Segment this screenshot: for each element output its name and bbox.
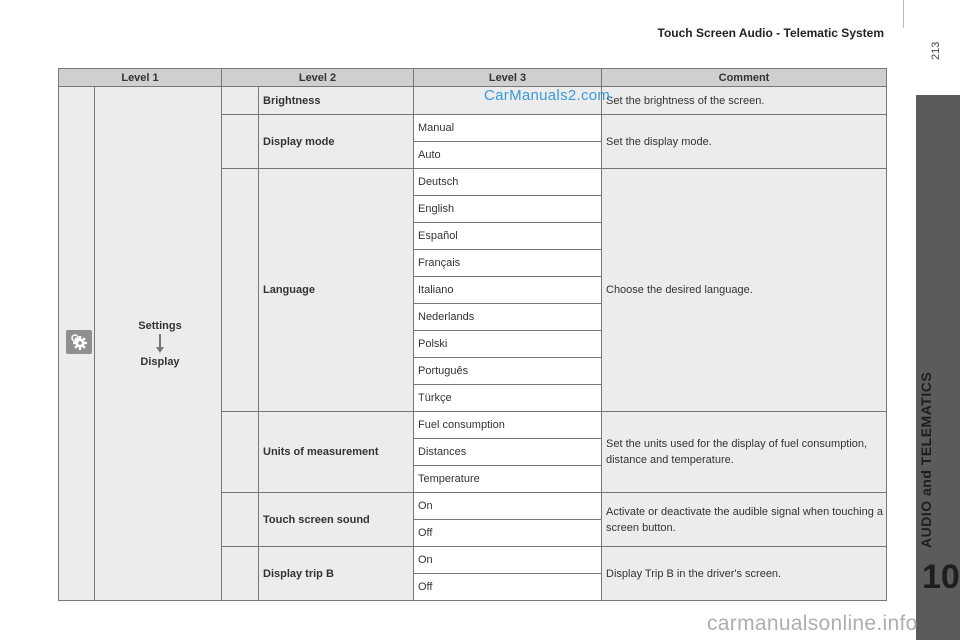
header-level3: Level 3	[414, 69, 602, 87]
row-display-mode: Display mode	[259, 115, 414, 169]
option-english: English	[414, 196, 602, 223]
watermark-bottom: carmanualsonline.info	[707, 612, 918, 635]
option-distances: Distances	[414, 439, 602, 466]
chapter-label: AUDIO and TELEMATICS	[918, 371, 934, 548]
option-sound-on: On	[414, 493, 602, 520]
option-deutsch: Deutsch	[414, 169, 602, 196]
option-portugues: Português	[414, 358, 602, 385]
level2-cell	[95, 87, 222, 601]
option-trip-on: On	[414, 547, 602, 574]
settings-table	[58, 68, 887, 601]
watermark-top: CarManuals2.com	[484, 87, 611, 104]
comment-units: Set the units used for the display of fuel consumption, distance and temperature.	[602, 412, 887, 493]
level2-settings-label: Settings	[138, 319, 182, 332]
header-level2: Level 2	[222, 69, 414, 87]
level1-cell	[59, 87, 95, 601]
comment-display-mode: Set the display mode.	[602, 115, 887, 169]
settings-gear-icon	[66, 330, 92, 354]
option-temperature: Temperature	[414, 466, 602, 493]
option-nederlands: Nederlands	[414, 304, 602, 331]
row-touch-screen-sound: Touch screen sound	[259, 493, 414, 547]
option-sound-off: Off	[414, 520, 602, 547]
comment-trip-b: Display Trip B in the driver's screen.	[602, 547, 887, 601]
page-header-title: Touch Screen Audio - Telematic System	[657, 26, 884, 40]
row-units-of-measurement: Units of measurement	[259, 412, 414, 493]
comment-language: Choose the desired language.	[602, 169, 887, 412]
option-manual: Manual	[414, 115, 602, 142]
header-level1: Level 1	[59, 69, 222, 87]
option-francais: Français	[414, 250, 602, 277]
row-brightness: Brightness	[259, 87, 414, 115]
option-fuel-consumption: Fuel consumption	[414, 412, 602, 439]
option-italiano: Italiano	[414, 277, 602, 304]
row-language: Language	[259, 169, 414, 412]
option-espanol: Español	[414, 223, 602, 250]
header-divider	[903, 0, 904, 28]
page-number: 213	[930, 41, 942, 60]
comment-touch-sound: Activate or deactivate the audible signal when touching a screen button.	[602, 493, 887, 547]
header-comment: Comment	[602, 69, 887, 87]
option-trip-off: Off	[414, 574, 602, 601]
option-turkce: Türkçe	[414, 385, 602, 412]
level2-display-label: Display	[140, 355, 180, 368]
arrow-down-icon	[156, 334, 164, 354]
row-display-trip-b: Display trip B	[259, 547, 414, 601]
comment-brightness: Set the brightness of the screen.	[602, 87, 887, 115]
chapter-number: 10	[922, 558, 960, 596]
option-auto: Auto	[414, 142, 602, 169]
option-polski: Polski	[414, 331, 602, 358]
